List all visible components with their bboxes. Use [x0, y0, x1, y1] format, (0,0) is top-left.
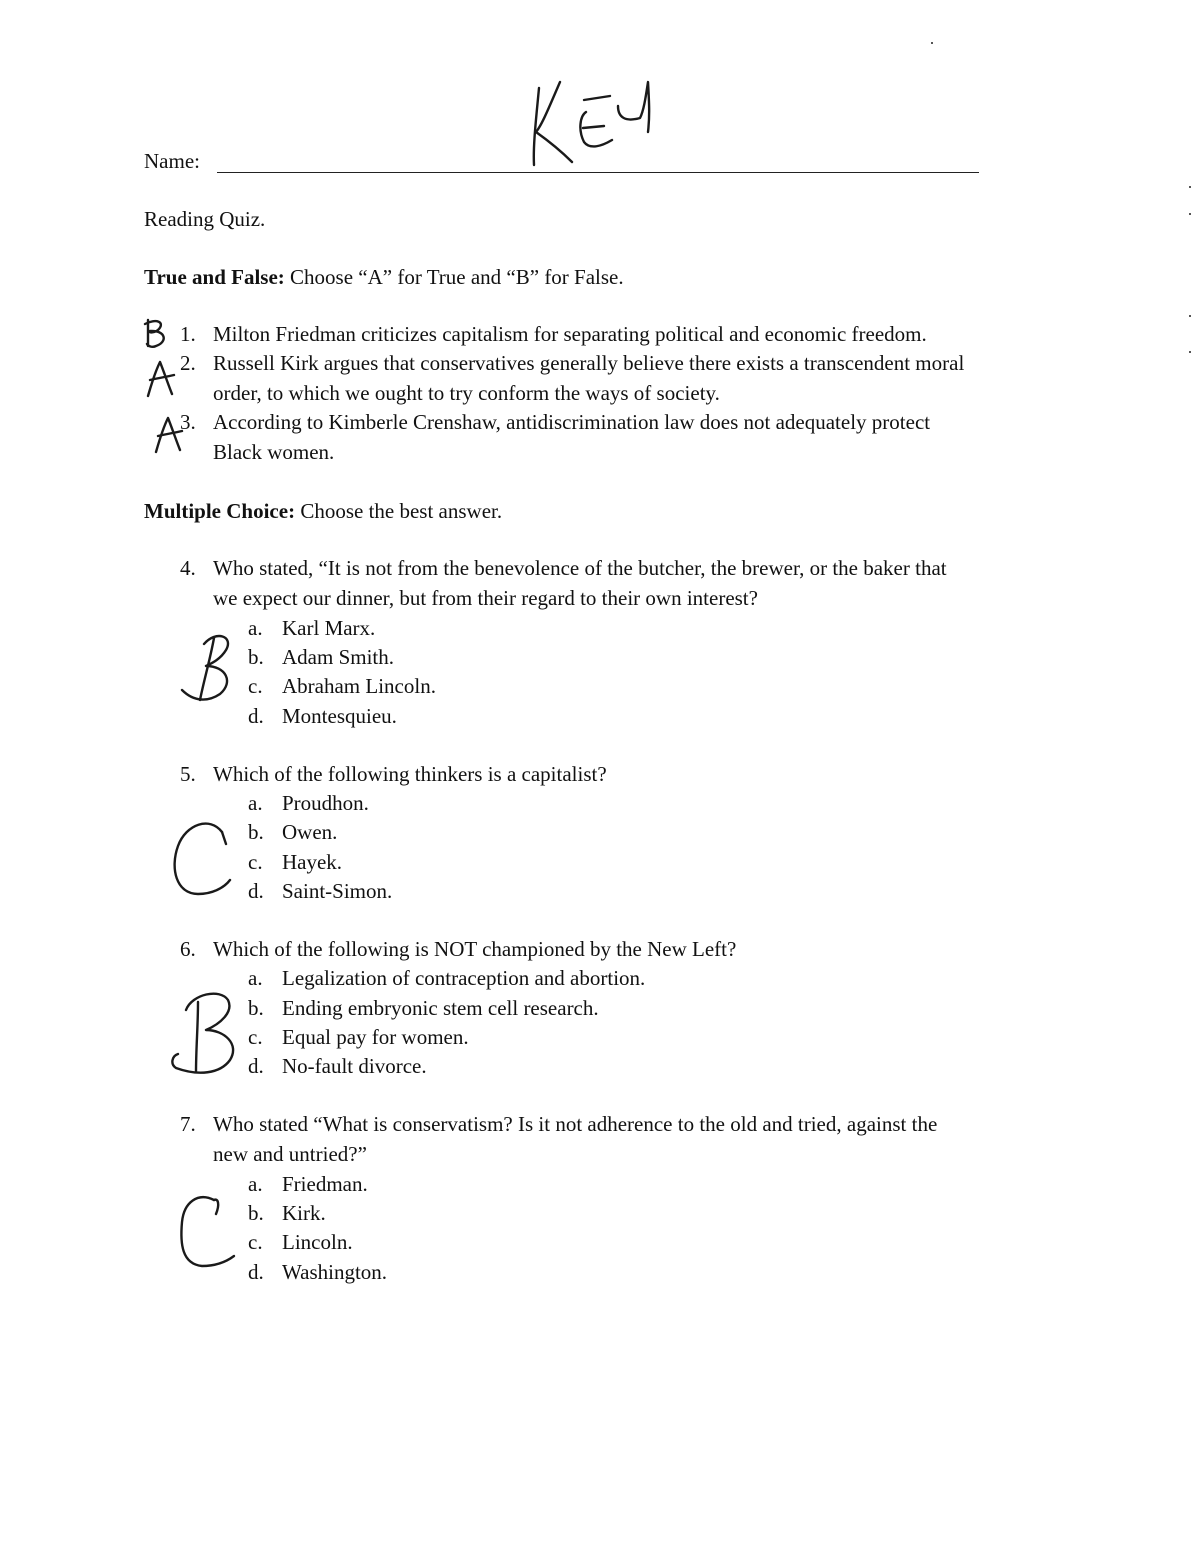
mc-q7-option-b-letter: b. — [248, 1201, 264, 1225]
mc-q6-option-a: Legalization of contraception and abortion. — [282, 966, 646, 990]
tf-answer-2-handwriting — [144, 358, 184, 400]
name-label: Name: — [144, 149, 200, 173]
mc-q4-option-d-letter: d. — [248, 704, 264, 728]
mc-answer-7-handwriting — [172, 1188, 242, 1274]
mc-q7-option-a: Friedman. — [282, 1172, 368, 1196]
mc-q6-option-c-letter: c. — [248, 1025, 263, 1049]
tf-q3-number: 3. — [180, 410, 196, 434]
mc-q6-option-d-letter: d. — [248, 1054, 264, 1078]
mc-q7-option-a-letter: a. — [248, 1172, 263, 1196]
name-field-line[interactable] — [217, 172, 979, 173]
key-handwriting — [520, 70, 670, 170]
scan-speck — [931, 42, 933, 44]
tf-q3-text-line2: Black women. — [213, 440, 335, 464]
scan-speck — [1189, 315, 1191, 317]
multiple-choice-instructions — [144, 499, 502, 524]
tf-q2-number: 2. — [180, 351, 196, 375]
mc-q5-number: 5. — [180, 762, 196, 786]
scan-speck — [1189, 213, 1191, 215]
mc-answer-4-handwriting — [176, 630, 246, 710]
mc-q5-text: Which of the following thinkers is a capitalist? — [213, 762, 607, 786]
mc-q5-option-c-letter: c. — [248, 850, 263, 874]
mc-q7-text-line2: new and untried?” — [213, 1142, 367, 1166]
quiz-title: Reading Quiz. — [144, 207, 266, 231]
mc-q4-text-line2: we expect our dinner, but from their regard to their own interest? — [213, 586, 758, 610]
scan-speck — [1189, 186, 1191, 188]
multiple-choice-instruction: Choose the best answer. — [300, 499, 503, 523]
mc-q4-option-c-letter: c. — [248, 674, 263, 698]
mc-q4-option-c: Abraham Lincoln. — [282, 674, 436, 698]
multiple-choice-heading: Multiple Choice: — [144, 499, 296, 523]
mc-q6-option-d: No-fault divorce. — [282, 1054, 427, 1078]
mc-q7-number: 7. — [180, 1112, 196, 1136]
tf-q3-text-line1: According to Kimberle Crenshaw, antidiscrimination law does not adequately protect — [213, 410, 931, 434]
mc-q6-option-a-letter: a. — [248, 966, 263, 990]
tf-q2-text-line1: Russell Kirk argues that conservatives generally believe there exists a transcendent moral — [213, 351, 965, 375]
true-false-heading: True and False: — [144, 265, 285, 289]
mc-q4-option-d: Montesquieu. — [282, 704, 397, 728]
mc-q4-number: 4. — [180, 556, 196, 580]
mc-q6-number: 6. — [180, 937, 196, 961]
mc-q4-option-b: Adam Smith. — [282, 645, 395, 669]
mc-q4-text-line1: Who stated, “It is not from the benevolence of the butcher, the brewer, or the baker that — [213, 556, 947, 580]
scan-speck — [1189, 351, 1191, 353]
true-false-instructions — [144, 265, 624, 290]
mc-answer-6-handwriting — [168, 990, 246, 1082]
mc-q7-option-c: Lincoln. — [282, 1230, 353, 1254]
tf-q1-text: Milton Friedman criticizes capitalism for separating political and economic freedom. — [213, 322, 927, 346]
mc-q5-option-b: Owen. — [282, 820, 338, 844]
mc-answer-5-handwriting — [168, 818, 238, 904]
mc-q6-option-c: Equal pay for women. — [282, 1025, 469, 1049]
mc-q7-option-b: Kirk. — [282, 1201, 326, 1225]
mc-q5-option-a-letter: a. — [248, 791, 263, 815]
mc-q4-option-b-letter: b. — [248, 645, 264, 669]
tf-q2-text-line2: order, to which we ought to try conform the ways of society. — [213, 381, 720, 405]
mc-q5-option-c: Hayek. — [282, 850, 343, 874]
mc-q7-option-c-letter: c. — [248, 1230, 263, 1254]
mc-q5-option-d-letter: d. — [248, 879, 264, 903]
mc-q6-option-b: Ending embryonic stem cell research. — [282, 996, 599, 1020]
true-false-instruction: Choose “A” for True and “B” for False. — [290, 265, 624, 289]
mc-q4-option-a: Karl Marx. — [282, 616, 376, 640]
mc-q4-option-a-letter: a. — [248, 616, 263, 640]
tf-q1-number: 1. — [180, 322, 196, 346]
mc-q5-option-a: Proudhon. — [282, 791, 369, 815]
mc-q7-text-line1: Who stated “What is conservatism? Is it not adherence to the old and tried, against the — [213, 1112, 938, 1136]
tf-answer-1-handwriting — [142, 316, 182, 352]
mc-q5-option-d: Saint-Simon. — [282, 879, 393, 903]
mc-q7-option-d-letter: d. — [248, 1260, 264, 1284]
mc-q6-text: Which of the following is NOT championed by the New Left? — [213, 937, 737, 961]
mc-q5-option-b-letter: b. — [248, 820, 264, 844]
mc-q7-option-d: Washington. — [282, 1260, 388, 1284]
mc-q6-option-b-letter: b. — [248, 996, 264, 1020]
